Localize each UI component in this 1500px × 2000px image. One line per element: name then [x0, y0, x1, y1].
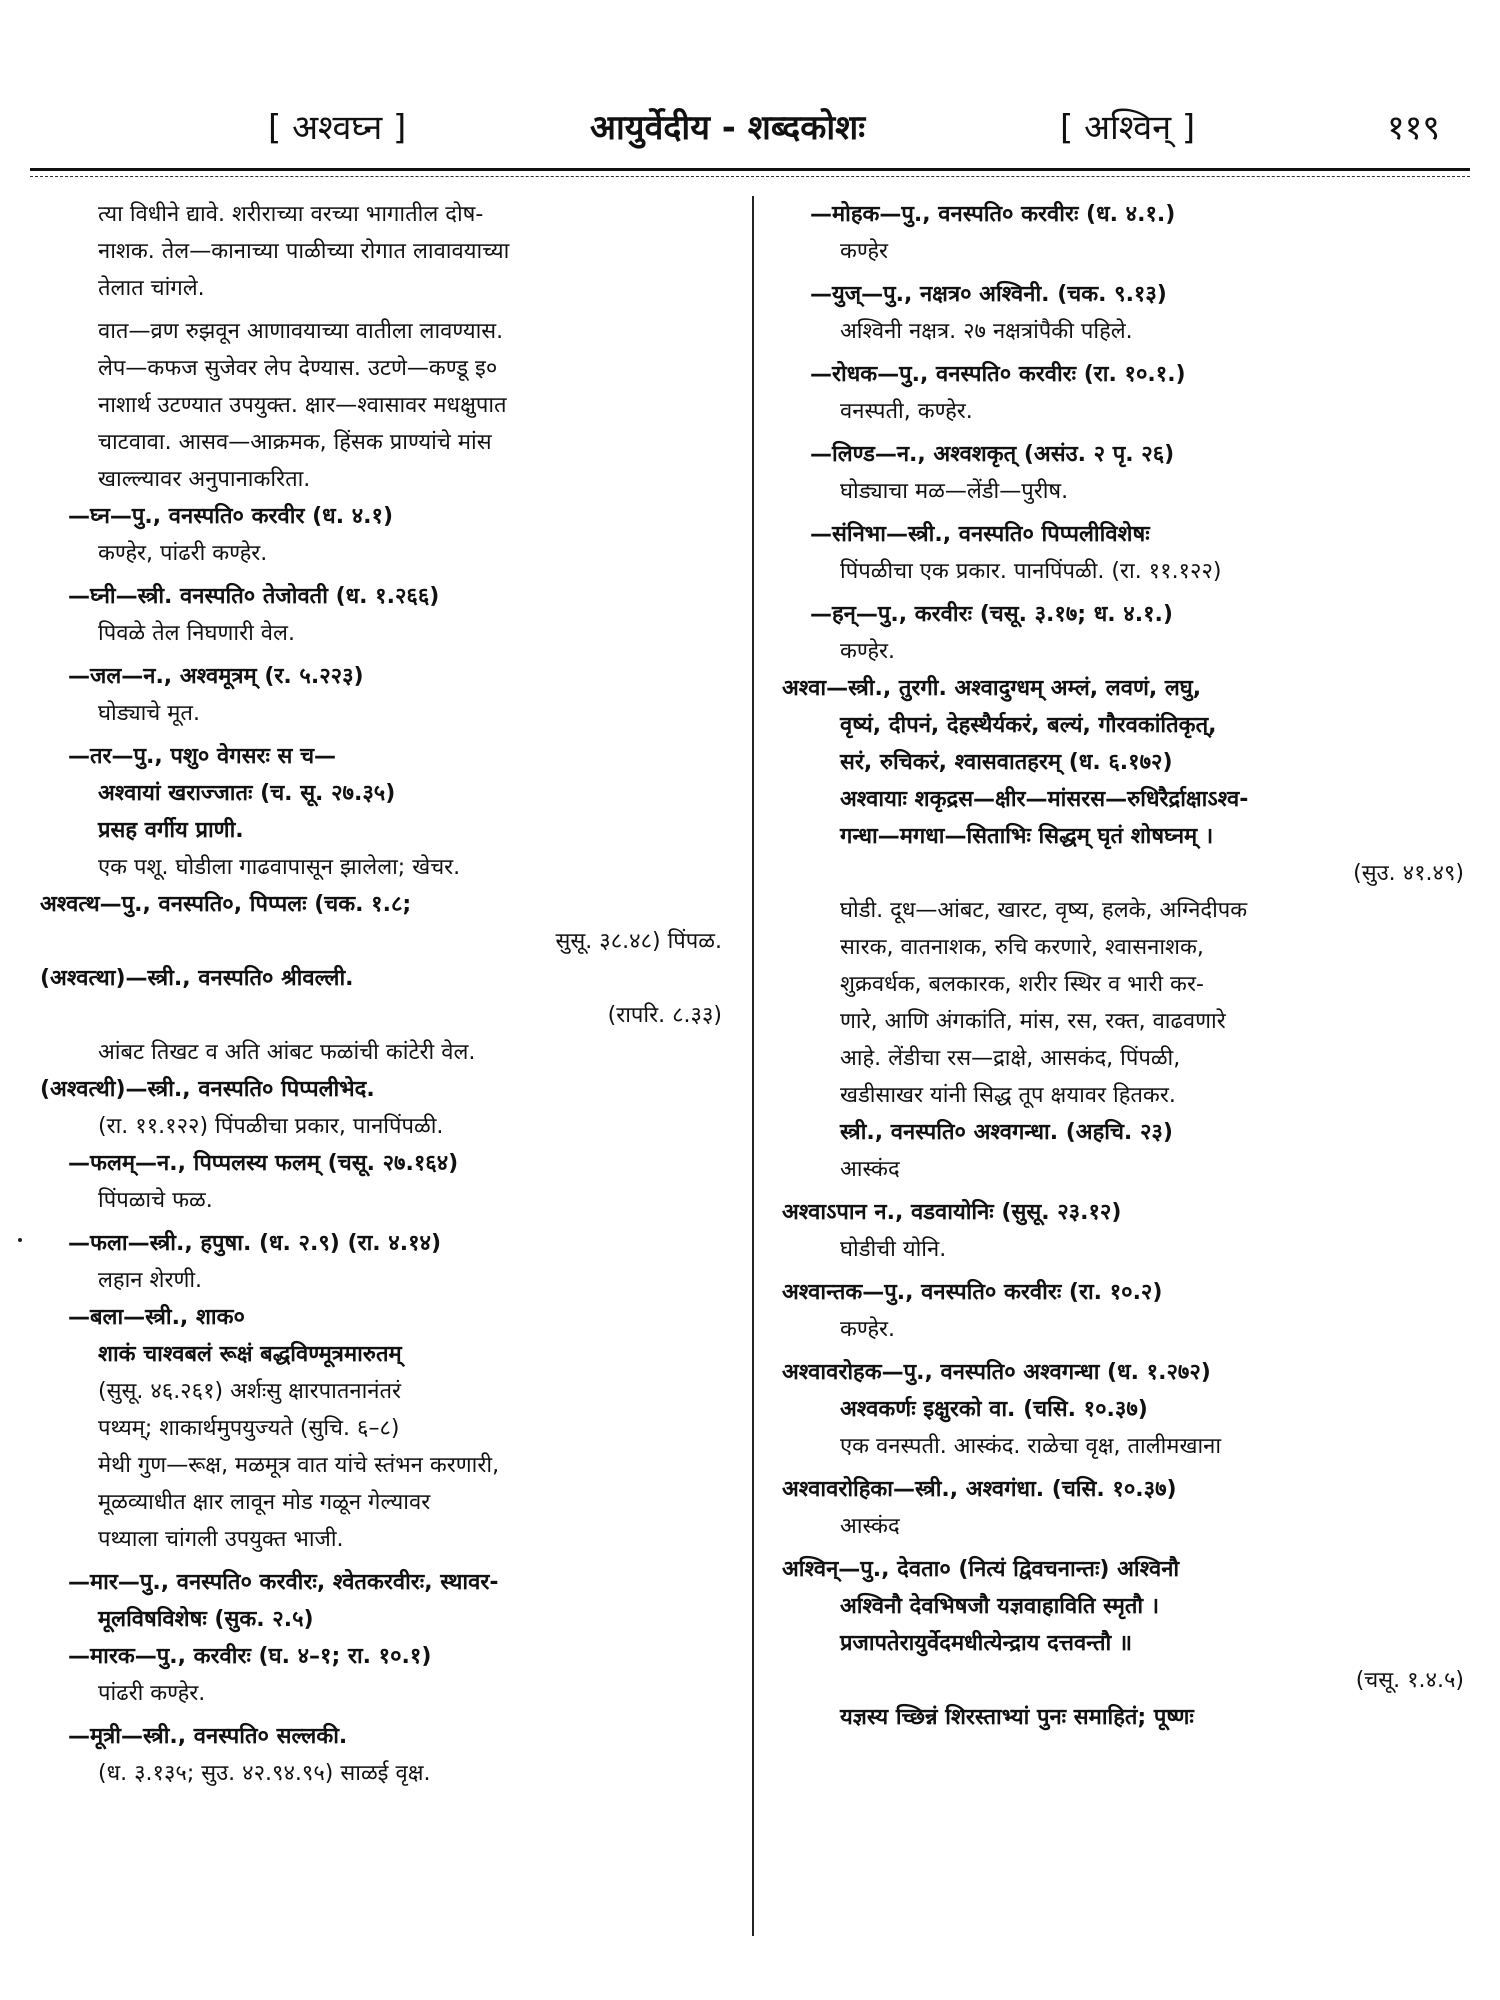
text-line: पिवळे तेल निघणारी वेल. [98, 621, 295, 646]
text-line: वनस्पती, कण्हेर. [840, 399, 973, 424]
text-line: —मारक—पु., करवीरः (घ. ४–१; रा. १०.१) [68, 1644, 432, 1669]
text-line: पांढरी कण्हेर. [98, 1681, 206, 1706]
text-line: शुक्रवर्धक, बलकारक, शरीर स्थिर व भारी कर- [840, 972, 1204, 997]
text-line: सुसू. ३८.४८) पिंपळ. [555, 929, 722, 954]
text-line: अश्वावरोहक—पु., वनस्पति० अश्वगन्धा (ध. १.२७२) [782, 1360, 1211, 1385]
text-line: णारे, आणि अंगकांति, मांस, रस, रक्त, वाढवणारे [840, 1009, 1226, 1034]
text-line: (रापरि. ८.३३) [607, 1003, 722, 1028]
text-line: स्त्री., वनस्पति० अश्वगन्धा. (अहचि. २३) [840, 1120, 1173, 1145]
text-line: प्रजापतेरायुर्वेदमधीत्येन्द्राय दत्तवन्तौ ॥ [840, 1631, 1133, 1656]
text-line: —मोहक—पु., वनस्पति० करवीरः (ध. ४.१.) [810, 202, 1176, 227]
text-line: मेथी गुण—रूक्ष, मळमूत्र वात यांचे स्तंभन करणारी, [98, 1453, 500, 1478]
text-line: आस्कंद [840, 1514, 900, 1539]
text-line: लहान शेरणी. [98, 1268, 203, 1293]
column-divider [752, 196, 754, 1936]
text-line: —जल—न., अश्वमूत्रम् (र. ५.२२३) [68, 664, 364, 689]
text-line: चाटवावा. आसव—आक्रमक, हिंसक प्राण्यांचे मांस [98, 430, 492, 455]
text-line: पिंपळाचे फळ. [98, 1188, 213, 1213]
text-line: (सुसू. ४६.२६१) अर्शःसु क्षारपातनानंतरं [98, 1379, 402, 1404]
text-line: अश्विन्—पु., देवता० (नित्यं द्विवचनान्तः) अश्विनौ [782, 1557, 1180, 1582]
text-line: अश्वायां खराज्जातः (च. सू. २७.३५) [98, 781, 396, 806]
text-line: तेलात चांगले. [98, 276, 205, 301]
text-line: —फलम्—न., पिप्पलस्य फलम् (चसू. २७.१६४) [68, 1151, 459, 1176]
text-line: —युज्—पु., नक्षत्र० अश्विनी. (चक. ९.१३) [810, 282, 1167, 307]
text-line: अश्वा—स्त्री., तुरगी. अश्वादुग्धम् अम्लं, लवणं, लघु, [782, 676, 1202, 701]
text-line: अश्वाऽपान न., वडवायोनिः (सुसू. २३.१२) [782, 1200, 1122, 1225]
text-line: (अश्वत्थी)—स्त्री., वनस्पति० पिप्पलीभेद. [40, 1077, 375, 1102]
text-line: —घ्नी—स्त्री. वनस्पति० तेजोवती (ध. १.२६६) [68, 584, 440, 609]
text-line: प्रसह वर्गीय प्राणी. [98, 818, 244, 843]
header-dashed-rule [30, 176, 1470, 177]
text-line: अश्विनौ देवभिषजौ यज्ञवाहाविति स्मृतौ । [840, 1594, 1160, 1619]
text-line: मूळव्याधीत क्षार लावून मोड गळून गेल्यावर [98, 1490, 431, 1515]
text-line: —संनिभा—स्त्री., वनस्पति० पिप्पलीविशेषः [810, 522, 1150, 547]
text-line: घोडीची योनि. [840, 1237, 947, 1262]
text-line: (रा. ११.१२२) पिंपळीचा प्रकार, पानपिंपळी. [98, 1114, 444, 1139]
text-line: —मार—पु., वनस्पति० करवीरः, श्वेतकरवीरः, स्थावर- [68, 1570, 499, 1595]
text-line: कण्हेर, पांढरी कण्हेर. [98, 541, 268, 566]
text-line: यज्ञस्य च्छिन्नं शिरस्ताभ्यां पुनः समाहितं; पूष्णः [840, 1705, 1194, 1730]
text-line: लेप—कफज सुजेवर लेप देण्यास. उटणे—कण्डू इ० [98, 356, 498, 381]
text-line: आस्कंद [840, 1157, 900, 1182]
text-line: सारक, वातनाशक, रुचि करणारे, श्वासनाशक, [840, 935, 1204, 960]
text-line: घोडी. दूध—आंबट, खारट, वृष्य, हलके, अग्निदीपक [840, 898, 1248, 923]
text-line: कण्हेर. [840, 639, 896, 664]
text-line: सरं, रुचिकरं, श्वासवातहरम् (ध. ६.१७२) [840, 750, 1173, 775]
text-line: —तर—पु., पशु० वेगसरः स च— [68, 744, 337, 769]
text-line: अश्वत्थ—पु., वनस्पति०, पिप्पलः (चक. १.८; [40, 892, 412, 917]
text-line: अश्वायाः शकृद्रस—क्षीर—मांसरस—रुधिरैर्द्राक्षाऽश्व- [840, 787, 1249, 812]
text-line: अश्विनी नक्षत्र. २७ नक्षत्रांपैकी पहिले. [840, 319, 1133, 344]
text-line: पथ्यम्; शाकार्थमुपयुज्यते (सुचि. ६–८) [98, 1416, 400, 1441]
text-line: (चसू. १.४.५) [1355, 1668, 1464, 1693]
text-line: —फला—स्त्री., हपुषा. (ध. २.९) (रा. ४.१४) [68, 1231, 442, 1256]
text-line: अश्वान्तक—पु., वनस्पति० करवीरः (रा. १०.२) [782, 1280, 1163, 1305]
text-line: एक पशू. घोडीला गाढवापासून झालेला; खेचर. [98, 855, 461, 880]
text-line: कण्हेर. [840, 1317, 896, 1342]
text-line: —हन्—पु., करवीरः (चसू. ३.१७; ध. ४.१.) [810, 602, 1173, 627]
left-column [40, 196, 730, 1792]
text-line: शाकं चाश्वबलं रूक्षं बद्धविण्मूत्रमारुतम् [98, 1342, 402, 1367]
text-line: खाल्ल्यावर अनुपानाकरिता. [98, 467, 311, 492]
text-line: आहे. लेंडीचा रस—द्राक्षे, आसकंद, पिंपळी, [840, 1046, 1181, 1071]
text-line: (ध. ३.१३५; सुउ. ४२.९४.९५) साळई वृक्ष. [98, 1761, 431, 1786]
text-line: वात—व्रण रुझवून आणावयाच्या वातीला लावण्यास. [98, 319, 504, 344]
text-line: मूलविषविशेषः (सुक. २.५) [98, 1607, 314, 1632]
text-line: (अश्वत्था)—स्त्री., वनस्पति० श्रीवल्ली. [40, 966, 354, 991]
page-number: ११९ [1386, 108, 1440, 148]
margin-dot [18, 1238, 22, 1242]
text-line: घोड्याचे मूत. [98, 701, 200, 726]
header-rule [30, 168, 1470, 171]
page-header [30, 95, 1460, 155]
text-line: —मूत्री—स्त्री., वनस्पति० सल्लकी. [68, 1724, 348, 1749]
text-line: त्या विधीने द्यावे. शरीराच्या वरच्या भागातील दोष- [98, 202, 484, 227]
text-line: —लिण्ड—न., अश्वशकृत् (असंउ. २ पृ. २६) [810, 442, 1175, 467]
text-line: —बला—स्त्री., शाक० [68, 1305, 245, 1330]
text-line: (सुउ. ४१.४९) [1353, 861, 1464, 886]
text-line: अश्वकर्णः इक्षुरको वा. (चसि. १०.३७) [840, 1397, 1148, 1422]
header-left-guideword: [ अश्वघ्न ] [268, 108, 407, 148]
text-line: वृष्यं, दीपनं, देहस्थैर्यकरं, बल्यं, गौरवकांतिकृत्, [840, 713, 1217, 738]
text-line: खडीसाखर यांनी सिद्ध तूप क्षयावर हितकर. [840, 1083, 1176, 1108]
text-line: कण्हेर [840, 239, 889, 264]
text-line: —रोधक—पु., वनस्पति० करवीरः (रा. १०.१.) [810, 362, 1186, 387]
text-line: नाशार्थ उटण्यात उपयुक्त. क्षार—श्वासावर मधक्षुपात [98, 393, 507, 418]
text-line: गन्धा—मगधा—सिताभिः सिद्धम् घृतं शोषघ्नम् । [840, 824, 1214, 849]
text-line: पिंपळीचा एक प्रकार. पानपिंपळी. (रा. ११.१२२) [840, 559, 1222, 584]
text-line: नाशक. तेल—कानाच्या पाळीच्या रोगात लावावयाच्या [98, 239, 510, 264]
text-line: घोड्याचा मळ—लेंडी—पुरीष. [840, 479, 1069, 504]
text-line: पथ्याला चांगली उपयुक्त भाजी. [98, 1527, 344, 1552]
text-line: आंबट तिखट व अति आंबट फळांची कांटेरी वेल. [98, 1040, 476, 1065]
text-line: अश्वावरोहिका—स्त्री., अश्वगंधा. (चसि. १०.३७) [782, 1477, 1177, 1502]
text-line: एक वनस्पती. आस्कंद. राळेचा वृक्ष, तालीमखाना [840, 1434, 1222, 1459]
text-line: —घ्न—पु., वनस्पति० करवीर (ध. ४.१) [68, 504, 394, 529]
header-right-guideword: [ अश्विन् ] [1060, 108, 1196, 148]
right-column [782, 196, 1472, 1736]
header-title: आयुर्वेदीय - शब्दकोशः [590, 108, 866, 148]
